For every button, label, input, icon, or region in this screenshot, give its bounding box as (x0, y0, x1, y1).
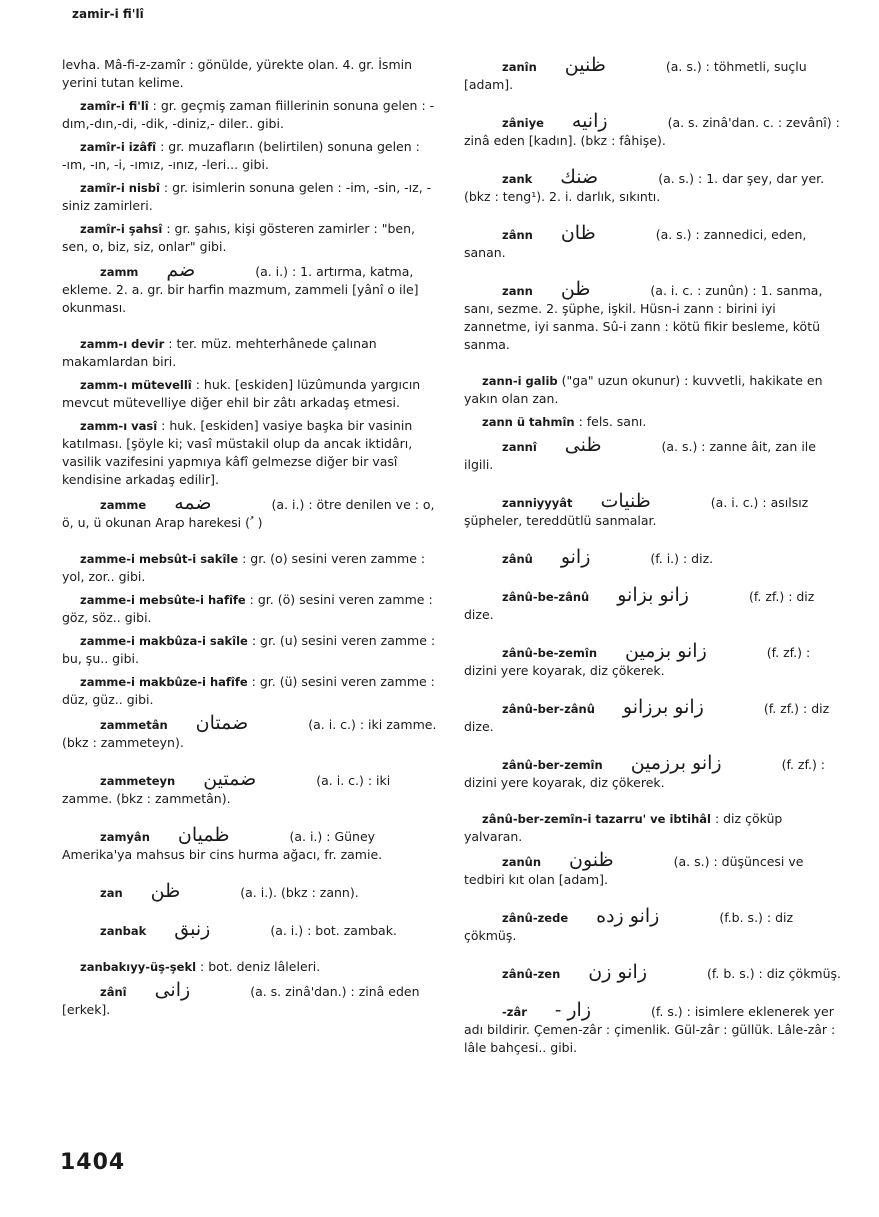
entry-arabic-script: زانو زن (588, 961, 648, 983)
dictionary-entry (464, 224, 844, 262)
dictionary-entry (464, 698, 844, 736)
dictionary-entry (62, 882, 440, 902)
entry-arabic-script: ضمه (174, 492, 212, 514)
entry-arabic-script: ظميان (177, 824, 230, 846)
entry-headword: zann (502, 284, 533, 298)
entry-headword: zammetân (100, 718, 168, 732)
entry-headword: zamme-i mebsûte-i hafîfe (80, 593, 246, 607)
entry-definition: levha. Mâ-fi-z-zamîr : gönülde, yürekte olan. 4. gr. İsmin yerini tutan kelime. (62, 57, 413, 90)
entry-definition: : gr. şahıs, kişi gösteren zamirler : "ben, sen, o, biz, siz, onlar" gibi. (62, 221, 415, 254)
entry-definition: (f.b. s.) : diz çökmüş. (464, 910, 794, 943)
entry-arabic-script: ظان (560, 222, 596, 244)
dictionary-entry (62, 632, 440, 668)
entry-arabic-script: زانو بزانو (617, 584, 689, 606)
dictionary-entry (464, 548, 844, 568)
entry-definition: : gr. (ö) sesini veren zamme : göz, söz.. gibi. (62, 592, 433, 625)
entry-arabic-script: ضمتان (195, 712, 249, 734)
entry-definition: : fels. sanı. (574, 414, 647, 429)
entry-headword: zânû-be-zemîn (502, 646, 598, 660)
entry-headword: zanûn (502, 855, 542, 869)
dictionary-entry (464, 413, 844, 431)
dictionary-entry (62, 550, 440, 586)
entry-definition: (f. s.) : isimlere eklenerek yer adı bildirir. Çemen-zâr : çimenlik. Gül-zâr : güllük. Lâle-zâr : lâle bahçesi.. gibi. (464, 1004, 836, 1055)
entry-headword: zank (502, 172, 533, 186)
dictionary-entry (62, 591, 440, 627)
entry-definition: : gr. (u) sesini veren zamme : bu, şu.. gibi. (62, 633, 436, 666)
entry-arabic-script: زانو برزمين (630, 752, 722, 774)
entry-headword: zamme-i makbûze-i hafîfe (80, 675, 248, 689)
entry-headword: zanniyyyât (502, 496, 573, 510)
entry-headword: zamîr-i şahsî (80, 222, 163, 236)
entry-definition: : gr. geçmiş zaman fiillerinin sonuna gelen : -dım,-dın,-di, -dik, -diniz,- diler.. gibi. (62, 98, 435, 131)
entry-headword: zânû-ber-zânû (502, 702, 595, 716)
entry-headword: zamîr-i fi'lî (80, 99, 149, 113)
dictionary-entry (464, 586, 844, 624)
entry-arabic-script: ظنين (564, 54, 606, 76)
entry-arabic-script: ضنك (560, 166, 599, 188)
dictionary-entry (464, 851, 844, 889)
entry-headword: zannî (502, 440, 537, 454)
entry-definition: (a. i.) : ötre denilen ve : o, ö, u, ü okunan Arap harekesi ( ُ ) (62, 497, 435, 530)
dictionary-entry (62, 826, 440, 864)
entry-arabic-script: زانو (560, 546, 591, 568)
dictionary-entry (62, 261, 440, 317)
dictionary-entry (464, 963, 844, 983)
entry-definition: : gr. isimlerin sonuna gelen : -im, -sin, -ız, -siniz zamirleri. (62, 180, 432, 213)
dictionary-entry (464, 642, 844, 680)
entry-arabic-script: ظنيات (600, 490, 651, 512)
page-number: 1404 (60, 1150, 126, 1175)
entry-headword: zanbakıyy-üş-şekl (80, 960, 197, 974)
entry-headword: zann-i galib (482, 374, 558, 388)
entry-definition: : gr. (o) sesini veren zamme : yol, zor.. gibi. (62, 551, 426, 584)
entry-definition: : ter. müz. mehterhânede çalınan makamlardan biri. (62, 336, 377, 369)
dictionary-entry (62, 920, 440, 940)
left-column (62, 56, 440, 1037)
entry-headword: zânû-ber-zemîn-i tazarru' ve ibtihâl (482, 812, 711, 826)
entry-definition: ("ga" uzun okunur) : kuvvetli, hakikate en yakın olan zan. (464, 373, 823, 406)
entry-headword: zâniye (502, 116, 544, 130)
entry-arabic-script: ظنى (564, 434, 602, 456)
entry-definition: : bot. deniz lâleleri. (196, 959, 321, 974)
entry-headword: zânî (100, 985, 127, 999)
entry-definition: (f. zf.) : diz dize. (464, 701, 830, 734)
dictionary-entry (464, 492, 844, 530)
entry-headword: zamîr-i izâfî (80, 140, 157, 154)
entry-definition: : huk. [eskiden] lüzûmunda yargıcın mevcut mütevelliye diğer ehil bir zâtı arkadaş etmesi. (62, 377, 421, 410)
entry-definition: (a. s.) : 1. dar şey, dar yer. (bkz : teng¹). 2. i. darlık, sıkıntı. (464, 171, 825, 204)
entry-arabic-script: ضم (166, 259, 196, 281)
dictionary-entry (62, 335, 440, 371)
dictionary-entry (62, 673, 440, 709)
entry-definition: (a. s. zinâ'dan. c. : zevânî) : zinâ eden [kadın]. (bkz : fâhişe). (464, 115, 840, 148)
entry-arabic-script: زانو زده (596, 905, 660, 927)
entry-headword: zamme (100, 498, 147, 512)
dictionary-entry (62, 958, 440, 976)
entry-headword: zânû (502, 552, 533, 566)
entry-definition: (a. i. c.) : iki zamme. (bkz : zammetân). (62, 773, 391, 806)
dictionary-entry (464, 168, 844, 206)
entry-definition: : gr. muzafların (belirtilen) sonuna gelen : -ım, -ın, -i, -ımız, -ınız, -leri... gibi. (62, 139, 420, 172)
entry-arabic-script: زانو برزانو (622, 696, 704, 718)
entry-headword: zânn (502, 228, 533, 242)
entry-definition: : huk. [eskiden] vasiye başka bir vasinin katılması. [şöyle ki; vasî müstakil olup da ancak iktidârı, vasilik vazifesini yapmıya kâfî gelmezse diğer bir vasî kendisine arkadaş edilir]. (62, 418, 413, 487)
dictionary-entry (62, 770, 440, 808)
entry-definition: (a. i.) : Güney Amerika'ya mahsus bir cins hurma ağacı, fr. zamie. (62, 829, 383, 862)
dictionary-entry (464, 436, 844, 474)
entry-definition: (f. zf.) : diz dize. (464, 589, 815, 622)
dictionary-entry (464, 1001, 844, 1057)
entry-definition: (a. i. c.) : asılsız şüpheler, tereddütlü sanmalar. (464, 495, 809, 528)
entry-headword: -zâr (502, 1005, 527, 1019)
dictionary-entry (62, 494, 440, 532)
entry-headword: zânû-ber-zemîn (502, 758, 603, 772)
entry-definition: (f. zf.) : dizini yere koyarak, diz çökerek. (464, 645, 811, 678)
dictionary-entry (464, 810, 844, 846)
entry-definition: (a. s.) : zannedici, eden, sanan. (464, 227, 807, 260)
entry-headword: zamîr-i nisbî (80, 181, 160, 195)
entry-headword: zamm (100, 265, 139, 279)
dictionary-entry (464, 754, 844, 792)
entry-definition: : diz çöküp yalvaran. (464, 811, 783, 844)
entry-definition: (a. s.) : zanne âit, zan ile ilgili. (464, 439, 816, 472)
entry-definition: (a. s.) : töhmetli, suçlu [adam]. (464, 59, 807, 92)
entry-arabic-script: زار - (554, 999, 591, 1021)
running-head: zamir-i fi'lî (72, 7, 144, 21)
entry-headword: zânû-zen (502, 967, 561, 981)
dictionary-entry (62, 97, 440, 133)
entry-definition: (a. i. c.) : iki zamme. (bkz : zammeteyn). (62, 717, 437, 750)
entry-arabic-script: زنبق (174, 918, 211, 940)
entry-arabic-script: ظن (560, 278, 591, 300)
entry-arabic-script: زانو بزمين (625, 640, 707, 662)
entry-headword: zann ü tahmîn (482, 415, 575, 429)
entry-headword: zamm-ı vasî (80, 419, 158, 433)
dictionary-entry (464, 56, 844, 94)
dictionary-entry (464, 280, 844, 354)
entry-headword: zanbak (100, 924, 147, 938)
entry-definition: : gr. (ü) sesini veren zamme : düz, güz.. gibi. (62, 674, 435, 707)
dictionary-entry (62, 981, 440, 1019)
entry-definition: (a. s.) : düşüncesi ve tedbiri kıt olan [adam]. (464, 854, 804, 887)
entry-arabic-script: ظنون (569, 849, 614, 871)
entry-definition: (f. b. s.) : diz çökmüş. (707, 966, 842, 981)
entry-headword: zan (100, 886, 123, 900)
entry-headword: zamm-ı devir (80, 337, 165, 351)
dictionary-entry (464, 907, 844, 945)
entry-arabic-script: ظن (150, 880, 181, 902)
entry-arabic-script: زانى (154, 979, 191, 1001)
entry-headword: zamme-i makbûza-i sakîle (80, 634, 248, 648)
entry-definition: (f. zf.) : dizini yere koyarak, diz çökerek. (464, 757, 826, 790)
dictionary-entry (62, 138, 440, 174)
entry-definition: (a. i.) : 1. artırma, katma, ekleme. 2. a. gr. bir harfin mazmum, zammeli [yânî o ile] okunması. (62, 264, 419, 315)
entry-headword: zamyân (100, 830, 150, 844)
entry-definition: (a. i. c. : zunûn) : 1. sanma, sanı, sezme. 2. şüphe, işkil. Hüsn-i zann : birini iyi zannetme, iyi sanma. Sû-i zann : kötü fikir besleme, kötü sanma. (464, 283, 823, 352)
entry-definition: (a. i.). (bkz : zann). (240, 885, 359, 900)
entry-definition: (a. i.) : bot. zambak. (270, 923, 397, 938)
right-column (464, 56, 844, 1075)
entry-headword: zânû-be-zânû (502, 590, 590, 604)
entry-headword: zammeteyn (100, 774, 176, 788)
entry-headword: zamme-i mebsût-i sakîle (80, 552, 239, 566)
dictionary-entry (62, 56, 440, 92)
entry-headword: zamm-ı mütevellî (80, 378, 192, 392)
dictionary-entry (464, 372, 844, 408)
entry-arabic-script: زانيه (571, 110, 608, 132)
entry-headword: zânû-zede (502, 911, 569, 925)
entry-headword: zanîn (502, 60, 537, 74)
dictionary-entry (62, 220, 440, 256)
entry-arabic-script: ضمتين (203, 768, 257, 790)
dictionary-entry (62, 714, 440, 752)
dictionary-entry (62, 179, 440, 215)
entry-definition: (a. s. zinâ'dan.) : zinâ eden [erkek]. (62, 984, 420, 1017)
dictionary-entry (62, 376, 440, 412)
entry-definition: (f. i.) : diz. (650, 551, 714, 566)
dictionary-entry (464, 112, 844, 150)
dictionary-entry (62, 417, 440, 489)
